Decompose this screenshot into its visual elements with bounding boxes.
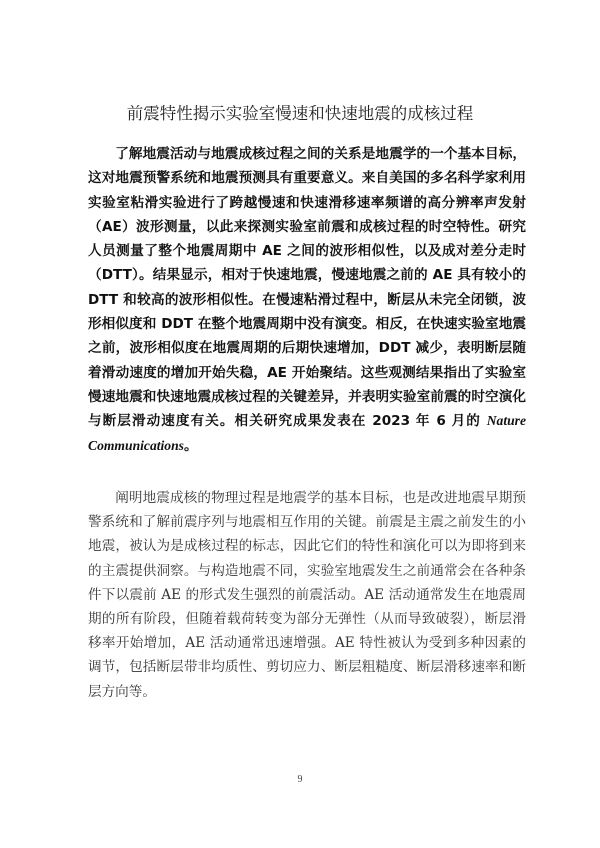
- journal-name: Nature Communications: [88, 413, 526, 453]
- page-number: 9: [297, 774, 303, 785]
- summary-end-punctuation: 。: [183, 437, 198, 454]
- summary-paragraph: [88, 142, 526, 458]
- page-title: 前震特性揭示实验室慢速和快速地震的成核过程: [126, 104, 474, 123]
- body-paragraph: 阐明地震成核的物理过程是地震学的基本目标，也是改进地震早期预警系统和了解前震序列与地震相互作用的关键。前震是主震之前发生的小地震，被认为是成核过程的标志，因此它们的特性和演化可以为即将到来的主震提供洞察。与构造地震不同，实验室地震发生之前通常会在各种条件下以震前 AE 的形式发生强烈的前震活动。AE 活动通常发生在地震周期的所有阶段，但随着载荷转变为部分无弹性（从而导致破裂），断层滑移率开始增加，AE 活动通常迅速增强。AE 特性被认为受到多种因素的调节，包括断层带非均质性、剪切应力、断层粗糙度、断层滑移速率和断层方向等。: [88, 490, 526, 700]
- summary-text: 了解地震活动与地震成核过程之间的关系是地震学的一个基本目标，这对地震预警系统和地震预测具有重要意义。来自美国的多名科学家利用实验室粘滑实验进行了跨越慢速和快速滑移速率频谱的高分辨率声发射（AE）波形测量，以此来探测实验室前震和成核过程的时空特性。研究人员测量了整个地震周期中 AE 之间的波形相似性，以及成对差分走时（DTT）。结果显示，相对于快速地震，慢速地震之前的 AE 具有较小的 DTT 和较高的波形相似性。在慢速粘滑过程中，断层从未完全闭锁，波形相似度和 DDT 在整个地震周期中没有演变。相反，在快速实验室地震之前，波形相似度在地震周期的后期快速增加，DDT 减少，表明断层随着滑动速度的增加开始失稳，AE 开始聚结。这些观测结果指出了实验室慢速地震和快速地震成核过程的关键差异，并表明实验室前震的时空演化与断层滑动速度有关。相关研究成果发表在 2023 年 6 月的: [88, 146, 526, 430]
